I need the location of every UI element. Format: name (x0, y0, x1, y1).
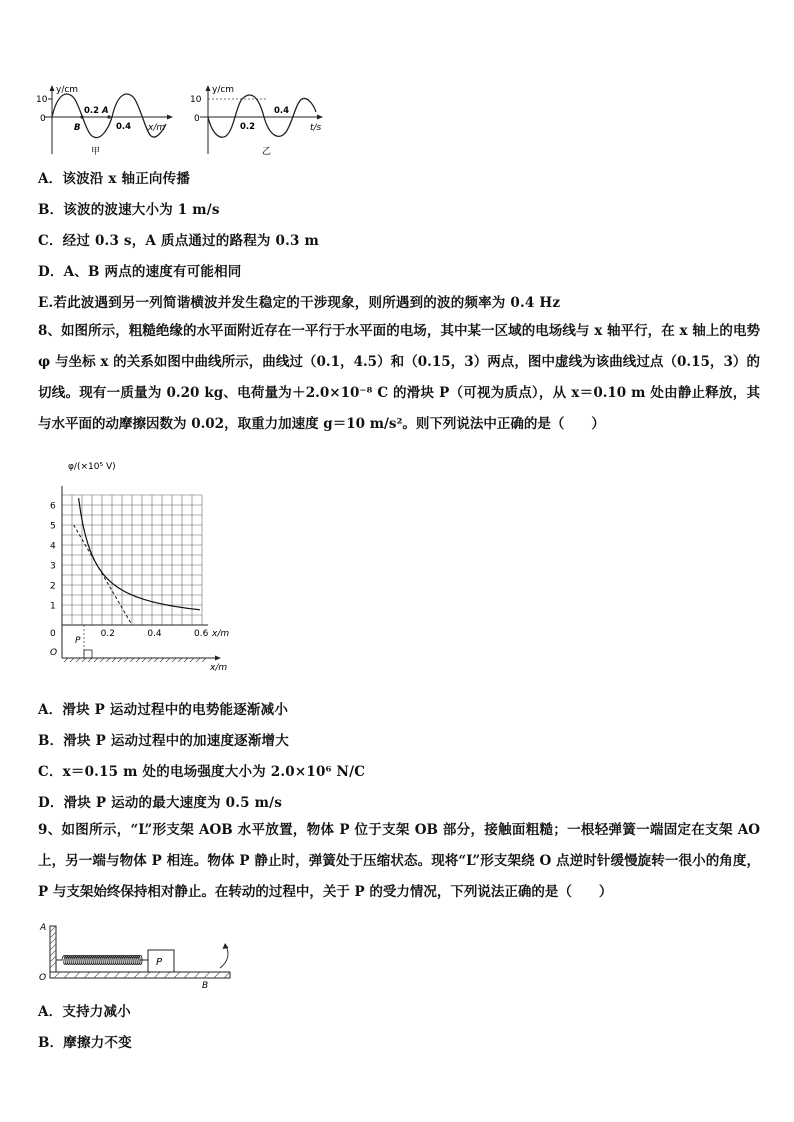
x-tick-label: 0.2 (100, 629, 115, 639)
q7-option-a: A．该波沿 x 轴正向传播 (38, 171, 191, 187)
q9-stem: 9、如图所示，“L”形支架 AOB 水平放置，物体 P 位于支架 OB 部分，接触面粗糙；一根轻弹簧一端固定在支架 AO 上，另一端与物体 P 相连。物体 P 静止时，弹簧处于压缩状态。现将“L”形支架绕 O 点逆时针缓慢旋转一很小的角度，P 与支架始终保持相对静止。在转动的过程中，关于 P 的受力情况，下列说法正确的是（ ） (38, 822, 760, 900)
q8-stem: 8、如图所示，粗糙绝缘的水平面附近存在一平行于水平面的电场，其中某一区域的电场线与 x 轴平行，在 x 轴上的电势 φ 与坐标 x 的关系如图中曲线所示，曲线过（0.1，4.5）和（0.15，3）两点，图中虚线为该曲线过点（0.15，3）的切线。现有一质量为 0.20 kg、电荷量为＋2.0×10⁻⁸ C 的滑块 P（可视为质点），从 x＝0.10 m 处由静止释放，其与水平面的动摩擦因数为 0.02，取重力加速度 g＝10 m/s²。则下列说法中正确的是（ ） (38, 323, 760, 432)
graph-x-label: x/m (212, 629, 230, 639)
block-p-label: P (156, 957, 163, 968)
graph-y-label: φ/(×10⁵ V) (68, 462, 116, 472)
graph-grid (62, 495, 202, 625)
wave-curve-right (208, 95, 316, 137)
spring (56, 956, 148, 965)
y-tick-label: 1 (50, 601, 56, 612)
point-o-label: O (39, 973, 47, 983)
amp-label: 10 (36, 95, 48, 105)
q7-option-b: B．该波的波速大小为 1 m/s (38, 202, 220, 218)
wave-figures (30, 82, 340, 160)
x-tick-label: 0.6 (194, 629, 209, 639)
y-tick-label: 5 (50, 521, 56, 532)
amp-label: 10 (190, 95, 202, 105)
y-axis-label: y/cm (56, 85, 79, 95)
tick-label: 0.2 (84, 106, 100, 116)
zero-label: 0 (194, 114, 200, 124)
l-bracket-figure (36, 918, 246, 990)
y-tick-label: 4 (50, 541, 56, 552)
q9-option-a: A．支持力减小 (38, 1004, 131, 1020)
q7-option-d: D．A、B 两点的速度有可能相同 (38, 264, 242, 280)
q8-option-b: B．滑块 P 运动过程中的加速度逐渐增大 (38, 733, 289, 749)
wave-graph-left (36, 85, 173, 157)
q8-option-c: C．x＝0.15 m 处的电场强度大小为 2.0×10⁶ N/C (38, 764, 366, 780)
figure-caption-yi: 乙 (262, 147, 272, 157)
rotation-arrow-icon (220, 946, 228, 968)
point-a-label: A (40, 923, 47, 933)
q8-option-a: A．滑块 P 运动过程中的电势能逐渐减小 (38, 702, 289, 718)
x-axis-label: x/m (148, 123, 166, 133)
zero-label: 0 (40, 114, 46, 124)
y-tick-label: 3 (50, 561, 56, 572)
q7-option-c: C．经过 0.3 s，A 质点通过的路程为 0.3 m (38, 233, 319, 249)
point-b-label: B (74, 123, 81, 133)
point-a-label: A (102, 106, 109, 116)
q9-option-b: B．摩擦力不变 (38, 1035, 132, 1051)
block-p (84, 650, 92, 658)
y-tick-label: 0 (50, 629, 56, 639)
wave-graph-right (190, 85, 323, 157)
origin-o-label: O (50, 648, 58, 658)
y-tick-label: 2 (50, 581, 56, 592)
q7-option-e: E.若此波遇到另一列简谐横波并发生稳定的干涉现象，则所遇到的波的频率为 0.4 Hz (38, 295, 561, 311)
q8-option-d: D．滑块 P 运动的最大速度为 0.5 m/s (38, 795, 283, 811)
y-axis-label: y/cm (212, 85, 235, 95)
y-tick-label: 6 (50, 501, 56, 512)
point-b-label: B (202, 981, 209, 990)
tick-label: 0.4 (274, 106, 290, 116)
tick-label: 0.2 (240, 122, 256, 132)
ground-hatching (64, 658, 206, 662)
x-axis-label: t/s (310, 123, 322, 133)
lower-x-label: x/m (210, 663, 228, 673)
potential-graph (38, 452, 238, 674)
block-p-label: P (75, 636, 81, 646)
tick-label: 0.4 (116, 122, 132, 132)
x-tick-label: 0.4 (147, 629, 162, 639)
figure-caption-jia: 甲 (91, 147, 101, 157)
